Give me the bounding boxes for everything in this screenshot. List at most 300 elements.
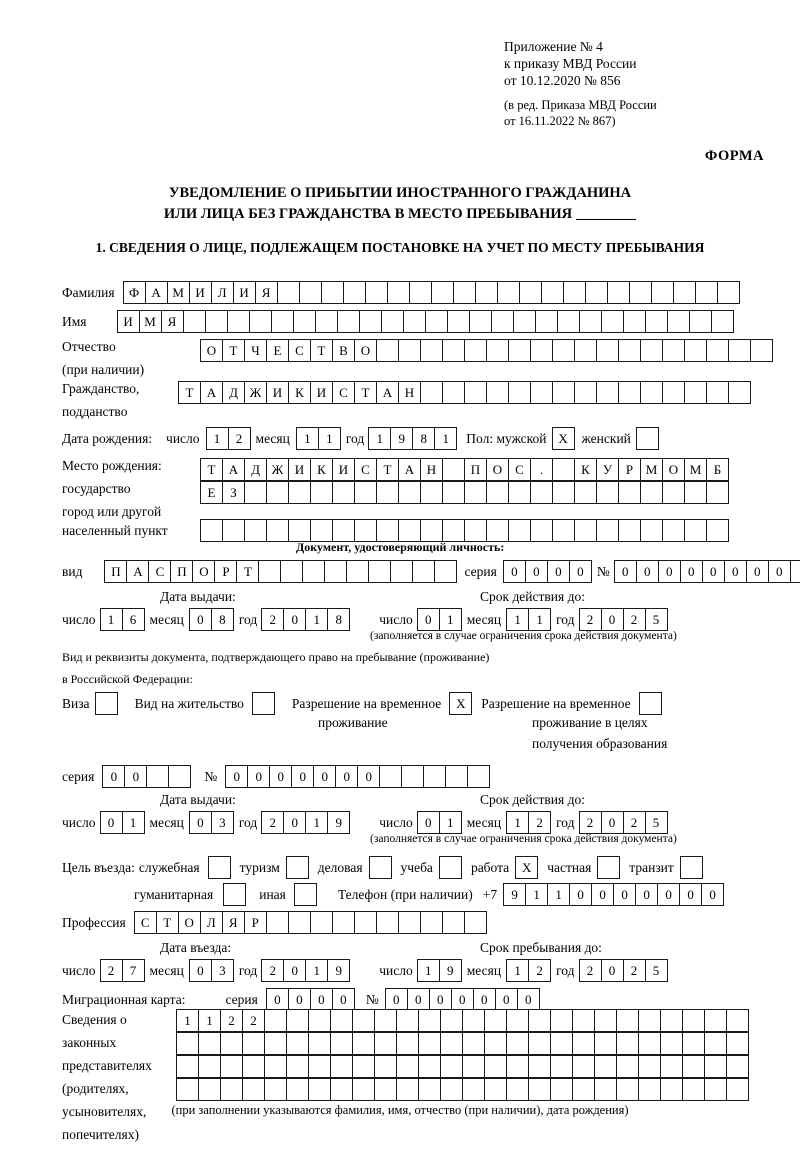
char-cell[interactable]: [552, 381, 575, 404]
char-cell[interactable]: [484, 1055, 507, 1078]
char-cell[interactable]: 0: [503, 560, 526, 583]
char-cell[interactable]: [242, 1032, 265, 1055]
char-cell[interactable]: [440, 1009, 463, 1032]
char-cell[interactable]: [464, 381, 487, 404]
char-cell[interactable]: 1: [122, 811, 145, 834]
char-cell[interactable]: Т: [200, 458, 223, 481]
char-cell[interactable]: 2: [623, 959, 646, 982]
char-cell[interactable]: [359, 310, 382, 333]
char-cell[interactable]: [506, 1009, 529, 1032]
visa-checkbox[interactable]: [95, 692, 118, 715]
char-cell[interactable]: [506, 1078, 529, 1101]
char-cell[interactable]: Ч: [244, 339, 267, 362]
char-cell[interactable]: [469, 310, 492, 333]
char-cell[interactable]: Р: [214, 560, 237, 583]
char-cell[interactable]: И: [266, 381, 289, 404]
char-cell[interactable]: С: [288, 339, 311, 362]
char-cell[interactable]: [442, 458, 465, 481]
char-cell[interactable]: Е: [266, 339, 289, 362]
char-cell[interactable]: [374, 1032, 397, 1055]
char-cell[interactable]: [264, 1032, 287, 1055]
char-cell[interactable]: Т: [222, 339, 245, 362]
char-cell[interactable]: [706, 339, 729, 362]
char-cell[interactable]: И: [117, 310, 140, 333]
char-cell[interactable]: [704, 1055, 727, 1078]
char-cell[interactable]: [310, 519, 333, 542]
char-cell[interactable]: 2: [623, 608, 646, 631]
char-cell[interactable]: [645, 310, 668, 333]
char-cell[interactable]: 0: [746, 560, 769, 583]
char-cell[interactable]: [618, 519, 641, 542]
char-cell[interactable]: 0: [417, 608, 440, 631]
char-cell[interactable]: [552, 458, 575, 481]
char-cell[interactable]: Р: [244, 911, 267, 934]
char-cell[interactable]: [266, 911, 289, 934]
char-cell[interactable]: 9: [503, 883, 526, 906]
char-cell[interactable]: [704, 1032, 727, 1055]
char-cell[interactable]: Н: [398, 381, 421, 404]
char-cell[interactable]: К: [288, 381, 311, 404]
char-cell[interactable]: [660, 1055, 683, 1078]
char-cell[interactable]: 8: [412, 427, 435, 450]
char-cell[interactable]: [365, 281, 388, 304]
char-cell[interactable]: 9: [439, 959, 462, 982]
char-cell[interactable]: [332, 519, 355, 542]
char-cell[interactable]: [176, 1055, 199, 1078]
char-cell[interactable]: [288, 911, 311, 934]
char-cell[interactable]: 0: [357, 765, 380, 788]
char-cell[interactable]: [574, 481, 597, 504]
char-cell[interactable]: Н: [420, 458, 443, 481]
char-cell[interactable]: С: [508, 458, 531, 481]
char-cell[interactable]: 0: [569, 883, 592, 906]
char-cell[interactable]: [420, 481, 443, 504]
char-cell[interactable]: 0: [283, 608, 306, 631]
purpose-work-checkbox[interactable]: X: [515, 856, 538, 879]
char-cell[interactable]: [464, 911, 487, 934]
char-cell[interactable]: 9: [327, 959, 350, 982]
char-cell[interactable]: Я: [161, 310, 184, 333]
char-cell[interactable]: 0: [473, 988, 496, 1011]
char-cell[interactable]: [332, 911, 355, 934]
char-cell[interactable]: [684, 381, 707, 404]
char-cell[interactable]: [244, 481, 267, 504]
char-cell[interactable]: [387, 281, 410, 304]
char-cell[interactable]: [308, 1009, 331, 1032]
char-cell[interactable]: Р: [618, 458, 641, 481]
char-cell[interactable]: [183, 310, 206, 333]
char-cell[interactable]: [684, 481, 707, 504]
char-cell[interactable]: [244, 519, 267, 542]
char-cell[interactable]: [506, 1032, 529, 1055]
char-cell[interactable]: [200, 519, 223, 542]
char-cell[interactable]: [321, 281, 344, 304]
char-cell[interactable]: 0: [417, 811, 440, 834]
char-cell[interactable]: 0: [407, 988, 430, 1011]
char-cell[interactable]: П: [170, 560, 193, 583]
char-cell[interactable]: 1: [100, 608, 123, 631]
char-cell[interactable]: [572, 1032, 595, 1055]
char-cell[interactable]: [220, 1032, 243, 1055]
char-cell[interactable]: [462, 1055, 485, 1078]
char-cell[interactable]: К: [574, 458, 597, 481]
sex-male-checkbox[interactable]: X: [552, 427, 575, 450]
char-cell[interactable]: 1: [547, 883, 570, 906]
char-cell[interactable]: [266, 481, 289, 504]
char-cell[interactable]: Я: [222, 911, 245, 934]
char-cell[interactable]: А: [376, 381, 399, 404]
char-cell[interactable]: П: [464, 458, 487, 481]
char-cell[interactable]: [440, 1055, 463, 1078]
char-cell[interactable]: [264, 1009, 287, 1032]
char-cell[interactable]: [396, 1055, 419, 1078]
char-cell[interactable]: [513, 310, 536, 333]
char-cell[interactable]: 0: [614, 560, 637, 583]
char-cell[interactable]: [288, 519, 311, 542]
char-cell[interactable]: 1: [506, 811, 529, 834]
char-cell[interactable]: [434, 560, 457, 583]
char-cell[interactable]: [293, 310, 316, 333]
char-cell[interactable]: 8: [211, 608, 234, 631]
char-cell[interactable]: 0: [525, 560, 548, 583]
char-cell[interactable]: [530, 519, 553, 542]
char-cell[interactable]: [684, 339, 707, 362]
char-cell[interactable]: М: [167, 281, 190, 304]
char-cell[interactable]: [376, 911, 399, 934]
char-cell[interactable]: [563, 281, 586, 304]
char-cell[interactable]: [425, 310, 448, 333]
char-cell[interactable]: [607, 281, 630, 304]
char-cell[interactable]: [264, 1078, 287, 1101]
char-cell[interactable]: [220, 1078, 243, 1101]
char-cell[interactable]: Т: [178, 381, 201, 404]
char-cell[interactable]: [464, 339, 487, 362]
char-cell[interactable]: 1: [198, 1009, 221, 1032]
purpose-private-checkbox[interactable]: [597, 856, 620, 879]
char-cell[interactable]: [332, 481, 355, 504]
char-cell[interactable]: [440, 1032, 463, 1055]
char-cell[interactable]: [396, 1078, 419, 1101]
char-cell[interactable]: 0: [657, 883, 680, 906]
char-cell[interactable]: 0: [658, 560, 681, 583]
char-cell[interactable]: Е: [200, 481, 223, 504]
char-cell[interactable]: [442, 519, 465, 542]
char-cell[interactable]: Ж: [244, 381, 267, 404]
char-cell[interactable]: [346, 560, 369, 583]
char-cell[interactable]: [711, 310, 734, 333]
char-cell[interactable]: [579, 310, 602, 333]
char-cell[interactable]: 2: [100, 959, 123, 982]
sex-female-checkbox[interactable]: [636, 427, 659, 450]
char-cell[interactable]: [484, 1032, 507, 1055]
char-cell[interactable]: [390, 560, 413, 583]
char-cell[interactable]: 9: [390, 427, 413, 450]
char-cell[interactable]: [420, 381, 443, 404]
char-cell[interactable]: [574, 339, 597, 362]
char-cell[interactable]: [572, 1009, 595, 1032]
char-cell[interactable]: О: [200, 339, 223, 362]
char-cell[interactable]: [541, 281, 564, 304]
char-cell[interactable]: [528, 1078, 551, 1101]
char-cell[interactable]: [277, 281, 300, 304]
char-cell[interactable]: [550, 1055, 573, 1078]
char-cell[interactable]: 0: [517, 988, 540, 1011]
char-cell[interactable]: [205, 310, 228, 333]
char-cell[interactable]: И: [332, 458, 355, 481]
char-cell[interactable]: [352, 1078, 375, 1101]
char-cell[interactable]: М: [139, 310, 162, 333]
char-cell[interactable]: [594, 1009, 617, 1032]
char-cell[interactable]: [440, 1078, 463, 1101]
char-cell[interactable]: 0: [266, 988, 289, 1011]
char-cell[interactable]: [552, 339, 575, 362]
char-cell[interactable]: А: [200, 381, 223, 404]
char-cell[interactable]: 0: [547, 560, 570, 583]
char-cell[interactable]: 0: [225, 765, 248, 788]
char-cell[interactable]: [352, 1009, 375, 1032]
char-cell[interactable]: В: [332, 339, 355, 362]
char-cell[interactable]: [453, 281, 476, 304]
char-cell[interactable]: .: [530, 458, 553, 481]
char-cell[interactable]: 0: [724, 560, 747, 583]
char-cell[interactable]: [530, 481, 553, 504]
char-cell[interactable]: 0: [701, 883, 724, 906]
char-cell[interactable]: 0: [680, 560, 703, 583]
char-cell[interactable]: 0: [269, 765, 292, 788]
char-cell[interactable]: [601, 310, 624, 333]
char-cell[interactable]: [484, 1078, 507, 1101]
char-cell[interactable]: [640, 381, 663, 404]
char-cell[interactable]: [330, 1078, 353, 1101]
char-cell[interactable]: [594, 1078, 617, 1101]
char-cell[interactable]: [176, 1078, 199, 1101]
char-cell[interactable]: П: [104, 560, 127, 583]
char-cell[interactable]: [354, 519, 377, 542]
char-cell[interactable]: [398, 911, 421, 934]
char-cell[interactable]: А: [398, 458, 421, 481]
char-cell[interactable]: 1: [434, 427, 457, 450]
char-cell[interactable]: [442, 381, 465, 404]
char-cell[interactable]: [728, 381, 751, 404]
char-cell[interactable]: [638, 1009, 661, 1032]
char-cell[interactable]: [616, 1078, 639, 1101]
char-cell[interactable]: И: [310, 381, 333, 404]
char-cell[interactable]: [726, 1078, 749, 1101]
char-cell[interactable]: [596, 519, 619, 542]
char-cell[interactable]: Д: [244, 458, 267, 481]
char-cell[interactable]: [374, 1078, 397, 1101]
char-cell[interactable]: О: [192, 560, 215, 583]
char-cell[interactable]: [227, 310, 250, 333]
char-cell[interactable]: [368, 560, 391, 583]
char-cell[interactable]: 5: [645, 608, 668, 631]
char-cell[interactable]: [423, 765, 446, 788]
char-cell[interactable]: [198, 1055, 221, 1078]
char-cell[interactable]: [594, 1055, 617, 1078]
char-cell[interactable]: [506, 1055, 529, 1078]
char-cell[interactable]: [695, 281, 718, 304]
char-cell[interactable]: [286, 1032, 309, 1055]
char-cell[interactable]: [682, 1009, 705, 1032]
char-cell[interactable]: [198, 1078, 221, 1101]
char-cell[interactable]: [638, 1032, 661, 1055]
char-cell[interactable]: [519, 281, 542, 304]
char-cell[interactable]: [574, 381, 597, 404]
char-cell[interactable]: [352, 1055, 375, 1078]
char-cell[interactable]: А: [126, 560, 149, 583]
char-cell[interactable]: [420, 339, 443, 362]
char-cell[interactable]: [242, 1078, 265, 1101]
char-cell[interactable]: [381, 310, 404, 333]
char-cell[interactable]: [354, 481, 377, 504]
purpose-study-checkbox[interactable]: [439, 856, 462, 879]
char-cell[interactable]: 8: [327, 608, 350, 631]
char-cell[interactable]: Ф: [123, 281, 146, 304]
char-cell[interactable]: [638, 1078, 661, 1101]
char-cell[interactable]: [398, 481, 421, 504]
char-cell[interactable]: [508, 481, 531, 504]
char-cell[interactable]: 2: [579, 959, 602, 982]
char-cell[interactable]: 1: [439, 811, 462, 834]
char-cell[interactable]: 0: [283, 811, 306, 834]
char-cell[interactable]: [662, 519, 685, 542]
char-cell[interactable]: 2: [261, 811, 284, 834]
char-cell[interactable]: 7: [122, 959, 145, 982]
char-cell[interactable]: Л: [211, 281, 234, 304]
char-cell[interactable]: 6: [122, 608, 145, 631]
char-cell[interactable]: [412, 560, 435, 583]
char-cell[interactable]: [324, 560, 347, 583]
char-cell[interactable]: [660, 1032, 683, 1055]
char-cell[interactable]: Т: [156, 911, 179, 934]
char-cell[interactable]: И: [288, 458, 311, 481]
char-cell[interactable]: 0: [569, 560, 592, 583]
char-cell[interactable]: [222, 519, 245, 542]
char-cell[interactable]: [337, 310, 360, 333]
char-cell[interactable]: 2: [228, 427, 251, 450]
char-cell[interactable]: Д: [222, 381, 245, 404]
char-cell[interactable]: [618, 339, 641, 362]
char-cell[interactable]: 1: [417, 959, 440, 982]
char-cell[interactable]: 1: [176, 1009, 199, 1032]
char-cell[interactable]: [447, 310, 470, 333]
char-cell[interactable]: [704, 1009, 727, 1032]
char-cell[interactable]: [258, 560, 281, 583]
char-cell[interactable]: [728, 339, 751, 362]
char-cell[interactable]: 0: [288, 988, 311, 1011]
char-cell[interactable]: 0: [283, 959, 306, 982]
char-cell[interactable]: [467, 765, 490, 788]
char-cell[interactable]: [530, 339, 553, 362]
char-cell[interactable]: И: [233, 281, 256, 304]
char-cell[interactable]: [508, 339, 531, 362]
char-cell[interactable]: [640, 519, 663, 542]
char-cell[interactable]: [486, 481, 509, 504]
char-cell[interactable]: 2: [579, 811, 602, 834]
char-cell[interactable]: [660, 1078, 683, 1101]
char-cell[interactable]: [704, 1078, 727, 1101]
char-cell[interactable]: [418, 1055, 441, 1078]
char-cell[interactable]: 0: [601, 811, 624, 834]
char-cell[interactable]: 0: [335, 765, 358, 788]
char-cell[interactable]: [640, 339, 663, 362]
char-cell[interactable]: [418, 1032, 441, 1055]
char-cell[interactable]: О: [178, 911, 201, 934]
char-cell[interactable]: [535, 310, 558, 333]
char-cell[interactable]: [249, 310, 272, 333]
purpose-business-checkbox[interactable]: [369, 856, 392, 879]
char-cell[interactable]: [585, 281, 608, 304]
char-cell[interactable]: [264, 1055, 287, 1078]
char-cell[interactable]: 0: [189, 608, 212, 631]
char-cell[interactable]: [299, 281, 322, 304]
char-cell[interactable]: 5: [645, 959, 668, 982]
char-cell[interactable]: 1: [305, 959, 328, 982]
char-cell[interactable]: [242, 1055, 265, 1078]
char-cell[interactable]: [401, 765, 424, 788]
char-cell[interactable]: 3: [211, 811, 234, 834]
char-cell[interactable]: [497, 281, 520, 304]
char-cell[interactable]: [662, 381, 685, 404]
char-cell[interactable]: 0: [100, 811, 123, 834]
char-cell[interactable]: Я: [255, 281, 278, 304]
char-cell[interactable]: [286, 1009, 309, 1032]
char-cell[interactable]: 0: [291, 765, 314, 788]
char-cell[interactable]: [618, 381, 641, 404]
char-cell[interactable]: [308, 1032, 331, 1055]
char-cell[interactable]: [302, 560, 325, 583]
char-cell[interactable]: [442, 911, 465, 934]
char-cell[interactable]: [409, 281, 432, 304]
char-cell[interactable]: [673, 281, 696, 304]
char-cell[interactable]: 0: [429, 988, 452, 1011]
char-cell[interactable]: 1: [296, 427, 319, 450]
char-cell[interactable]: [462, 1009, 485, 1032]
char-cell[interactable]: О: [354, 339, 377, 362]
char-cell[interactable]: [660, 1009, 683, 1032]
char-cell[interactable]: [220, 1055, 243, 1078]
char-cell[interactable]: 0: [679, 883, 702, 906]
purpose-transit-checkbox[interactable]: [680, 856, 703, 879]
char-cell[interactable]: 2: [528, 811, 551, 834]
char-cell[interactable]: [330, 1009, 353, 1032]
char-cell[interactable]: [308, 1055, 331, 1078]
char-cell[interactable]: 0: [591, 883, 614, 906]
char-cell[interactable]: [638, 1055, 661, 1078]
char-cell[interactable]: 3: [211, 959, 234, 982]
char-cell[interactable]: [682, 1032, 705, 1055]
char-cell[interactable]: [376, 519, 399, 542]
char-cell[interactable]: И: [189, 281, 212, 304]
char-cell[interactable]: [706, 481, 729, 504]
char-cell[interactable]: 2: [528, 959, 551, 982]
char-cell[interactable]: [491, 310, 514, 333]
char-cell[interactable]: [550, 1009, 573, 1032]
char-cell[interactable]: М: [684, 458, 707, 481]
residence-permit-checkbox[interactable]: [252, 692, 275, 715]
char-cell[interactable]: [486, 339, 509, 362]
char-cell[interactable]: [308, 1078, 331, 1101]
char-cell[interactable]: [288, 481, 311, 504]
char-cell[interactable]: 1: [206, 427, 229, 450]
char-cell[interactable]: 2: [261, 959, 284, 982]
char-cell[interactable]: [486, 381, 509, 404]
char-cell[interactable]: [374, 1055, 397, 1078]
char-cell[interactable]: 2: [623, 811, 646, 834]
char-cell[interactable]: С: [354, 458, 377, 481]
char-cell[interactable]: А: [145, 281, 168, 304]
char-cell[interactable]: [168, 765, 191, 788]
